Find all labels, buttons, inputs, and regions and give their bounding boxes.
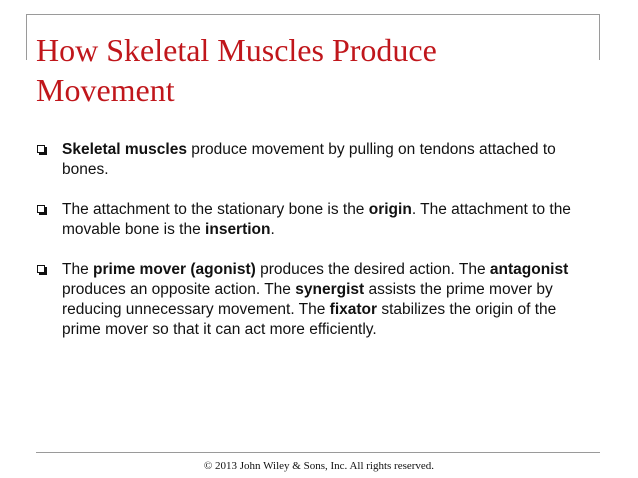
bullet-segment: assists the prime mover by reducing unnecessary movement. The [62,281,553,318]
bullet-item [36,260,596,340]
bold-term: insertion [205,221,271,238]
frame-left-rule [26,14,27,60]
square-bullet-icon [37,145,45,153]
bullet-text [62,261,568,338]
bullet-segment: . [270,221,275,238]
bold-term: antagonist [489,261,569,278]
bullet-segment: The attachment to the stationary bone is the [62,201,369,218]
frame-top-rule [26,14,600,15]
bullet-segment: stabilizes the origin of the prime mover so that it can act more efficiently. [62,301,557,338]
bold-term: Skeletal muscles [62,141,187,158]
bullet-segment: produces an opposite action. The [62,281,296,298]
frame-right-rule [599,14,600,60]
bullet-segment: produce movement by pulling on tendons attached to bones. [62,141,556,178]
square-bullet-icon [37,265,45,273]
bold-term: synergist [295,281,365,298]
bullet-text [62,201,571,238]
bullet-list [36,140,596,360]
copyright-footer: © 2013 John Wiley & Sons, Inc. All rights reserved. [203,460,435,472]
square-bullet-icon [37,205,45,213]
bullet-segment: The [62,261,94,278]
bold-term: prime mover (agonist) [93,261,256,278]
bold-term: origin [368,201,412,218]
bullet-text [62,141,556,178]
footer-rule [36,452,600,453]
slide-title: How Skeletal Muscles Produce Movement [36,32,437,108]
bullet-item [36,140,596,180]
bullet-segment: . The attachment to the movable bone is the [62,201,571,238]
bullet-item [36,200,596,240]
bold-term: fixator [329,301,378,318]
bullet-segment: produces the desired action. The [255,261,490,278]
